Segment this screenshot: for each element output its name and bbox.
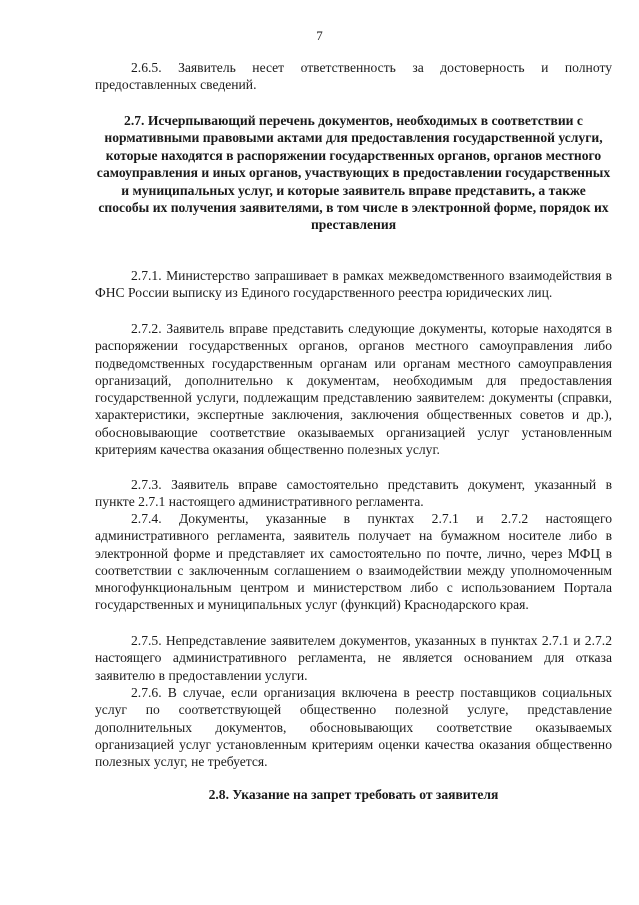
heading-2-8: 2.8. Указание на запрет требовать от заявителя (208, 787, 499, 802)
paragraph-2-7-5: 2.7.5. Непредставление заявителем документов, указанных в пунктах 2.7.1 и 2.7.2 настоящего административного регламента, не является основанием для отказа заявителю в предоставлении услуги. (95, 633, 612, 683)
paragraph-2-7-1: 2.7.1. Министерство запрашивает в рамках межведомственного взаимодействия в ФНС России выписку из Единого государственного реестра юридических лиц. (95, 268, 612, 301)
heading-2-7: 2.7. Исчерпывающий перечень документов, необходимых в соответствии с нормативными правовыми актами для предоставления государственной услуги, которые находятся в распоряжении государственных органов, органов местного самоуправления и иных органов, участвующих в предоставлении государственных и муниципальных услуг, и которые заявитель вправе представить, а также способы их получения заявителями, в том числе в электронной форме, порядок их преставления (96, 113, 611, 233)
paragraph-2-7-4: 2.7.4. Документы, указанные в пунктах 2.7.1 и 2.7.2 настоящего административного регламента, заявитель получает на бумажном носителе либо в электронной форме и представляет их самостоятельно по почте, лично, через МФЦ в соответствии с заключенным соглашением о взаимодействии между уполномоченным многофункциональным центром и министерством либо с использованием Портала государственных и муниципальных услуг (функций) Краснодарского края. (95, 511, 612, 613)
paragraph-2-7-6: 2.7.6. В случае, если организация включена в реестр поставщиков социальных услуг по соответствующей общественно полезной услуге, представление дополнительных документов, обосновывающих соответствие оказываемых организацией услуг установленным критериям оценки качества оказания общественно полезных услуг, не требуется. (95, 685, 612, 770)
paragraph-2-6-5: 2.6.5. Заявитель несет ответственность за достоверность и полноту предоставленных сведений. (95, 60, 612, 93)
paragraph-2-7-3: 2.7.3. Заявитель вправе самостоятельно представить документ, указанный в пункте 2.7.1 настоящего административного регламента. (95, 477, 612, 510)
page-number: 7 (316, 28, 323, 43)
paragraph-2-7-2: 2.7.2. Заявитель вправе представить следующие документы, которые находятся в распоряжении государственных органов, органов местного самоуправления либо подведомственных государственным органам или органам местного самоуправления организаций, дополнительно к документам, необходимым для предоставления государственной услуги, подлежащим представлению заявителем: документы (справки, характеристики, экспертные заключения, заключения общественных советов и др.), обосновывающие соответствие оказываемых организацией услуг установленным критериям качества оказания общественно полезных услуг. (95, 321, 612, 458)
